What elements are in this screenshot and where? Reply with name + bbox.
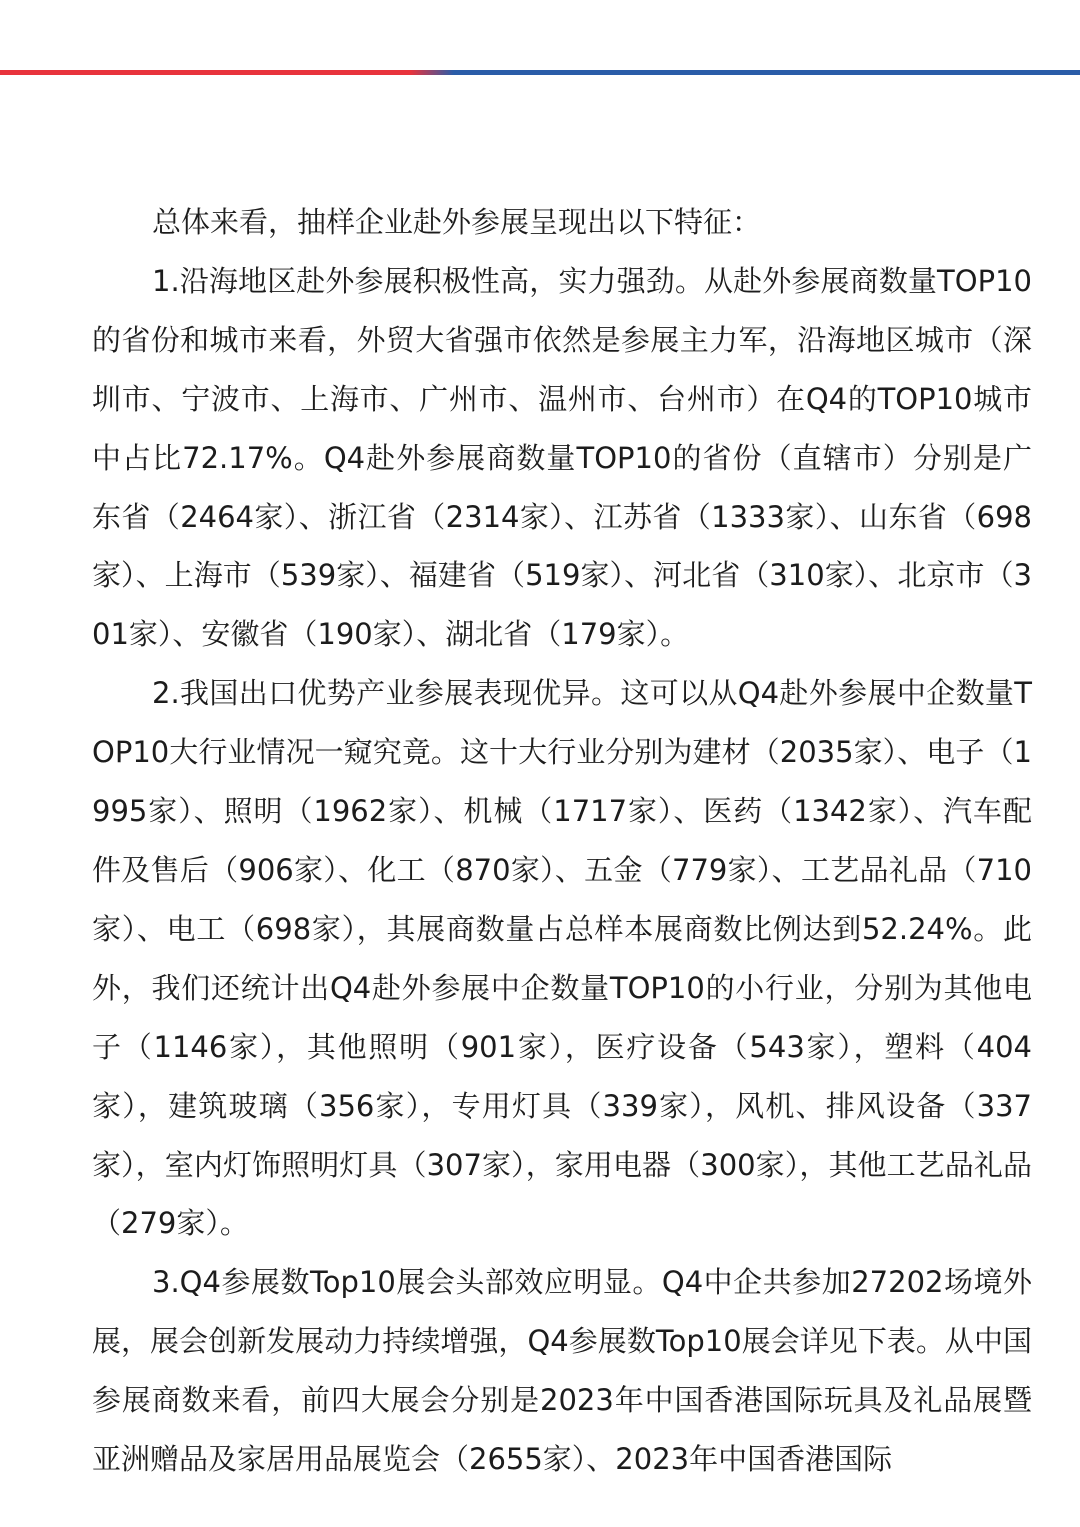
paragraph-intro: 总体来看，抽样企业赴外参展呈现出以下特征： xyxy=(152,205,762,239)
article-body xyxy=(92,193,1032,1489)
header-accent-bar xyxy=(0,70,1080,75)
paragraph-top10-exhibitions: 3.Q4参展数Top10展会头部效应明显。Q4中企共参加27202场境外展，展会创新发展动力持续增强，Q4参展数Top10展会详见下表。从中国参展商数来看，前四大展会分别是2023年中国香港国际玩具及礼品展暨亚洲赠品及家居用品展览会（2655家）、2023年中国香港国际 xyxy=(92,1265,1032,1477)
paragraph-coastal-regions: 1.沿海地区赴外参展积极性高，实力强劲。从赴外参展商数量TOP10的省份和城市来看，外贸大省强市依然是参展主力军，沿海地区城市（深圳市、宁波市、上海市、广州市、温州市、台州市）在Q4的TOP10城市中占比72.17%。Q4赴外参展商数量TOP10的省份（直辖市）分别是广东省（2464家）、浙江省（2314家）、江苏省（1333家）、山东省（698家）、上海市（539家）、福建省（519家）、河北省（310家）、北京市（301家）、安徽省（190家）、湖北省（179家）。 xyxy=(92,263,1032,652)
paragraph-industries: 2.我国出口优势产业参展表现优异。这可以从Q4赴外参展中企数量TOP10大行业情况一窥究竟。这十大行业分别为建材（2035家）、电子（1995家）、照明（1962家）、机械（1717家）、医药（1342家）、汽车配件及售后（906家）、化工（870家）、五金（779家）、工艺品礼品（710家）、电工（698家），其展商数量占总样本展商数比例达到52.24%。此外，我们还统计出Q4赴外参展中企数量TOP10的小行业，分别为其他电子（1146家），其他照明（901家），医疗设备（543家），塑料（404家），建筑玻璃（356家），专用灯具（339家），风机、排风设备（337家），室内灯饰照明灯具（307家），家用电器（300家），其他工艺品礼品（279家）。 xyxy=(92,676,1032,1241)
